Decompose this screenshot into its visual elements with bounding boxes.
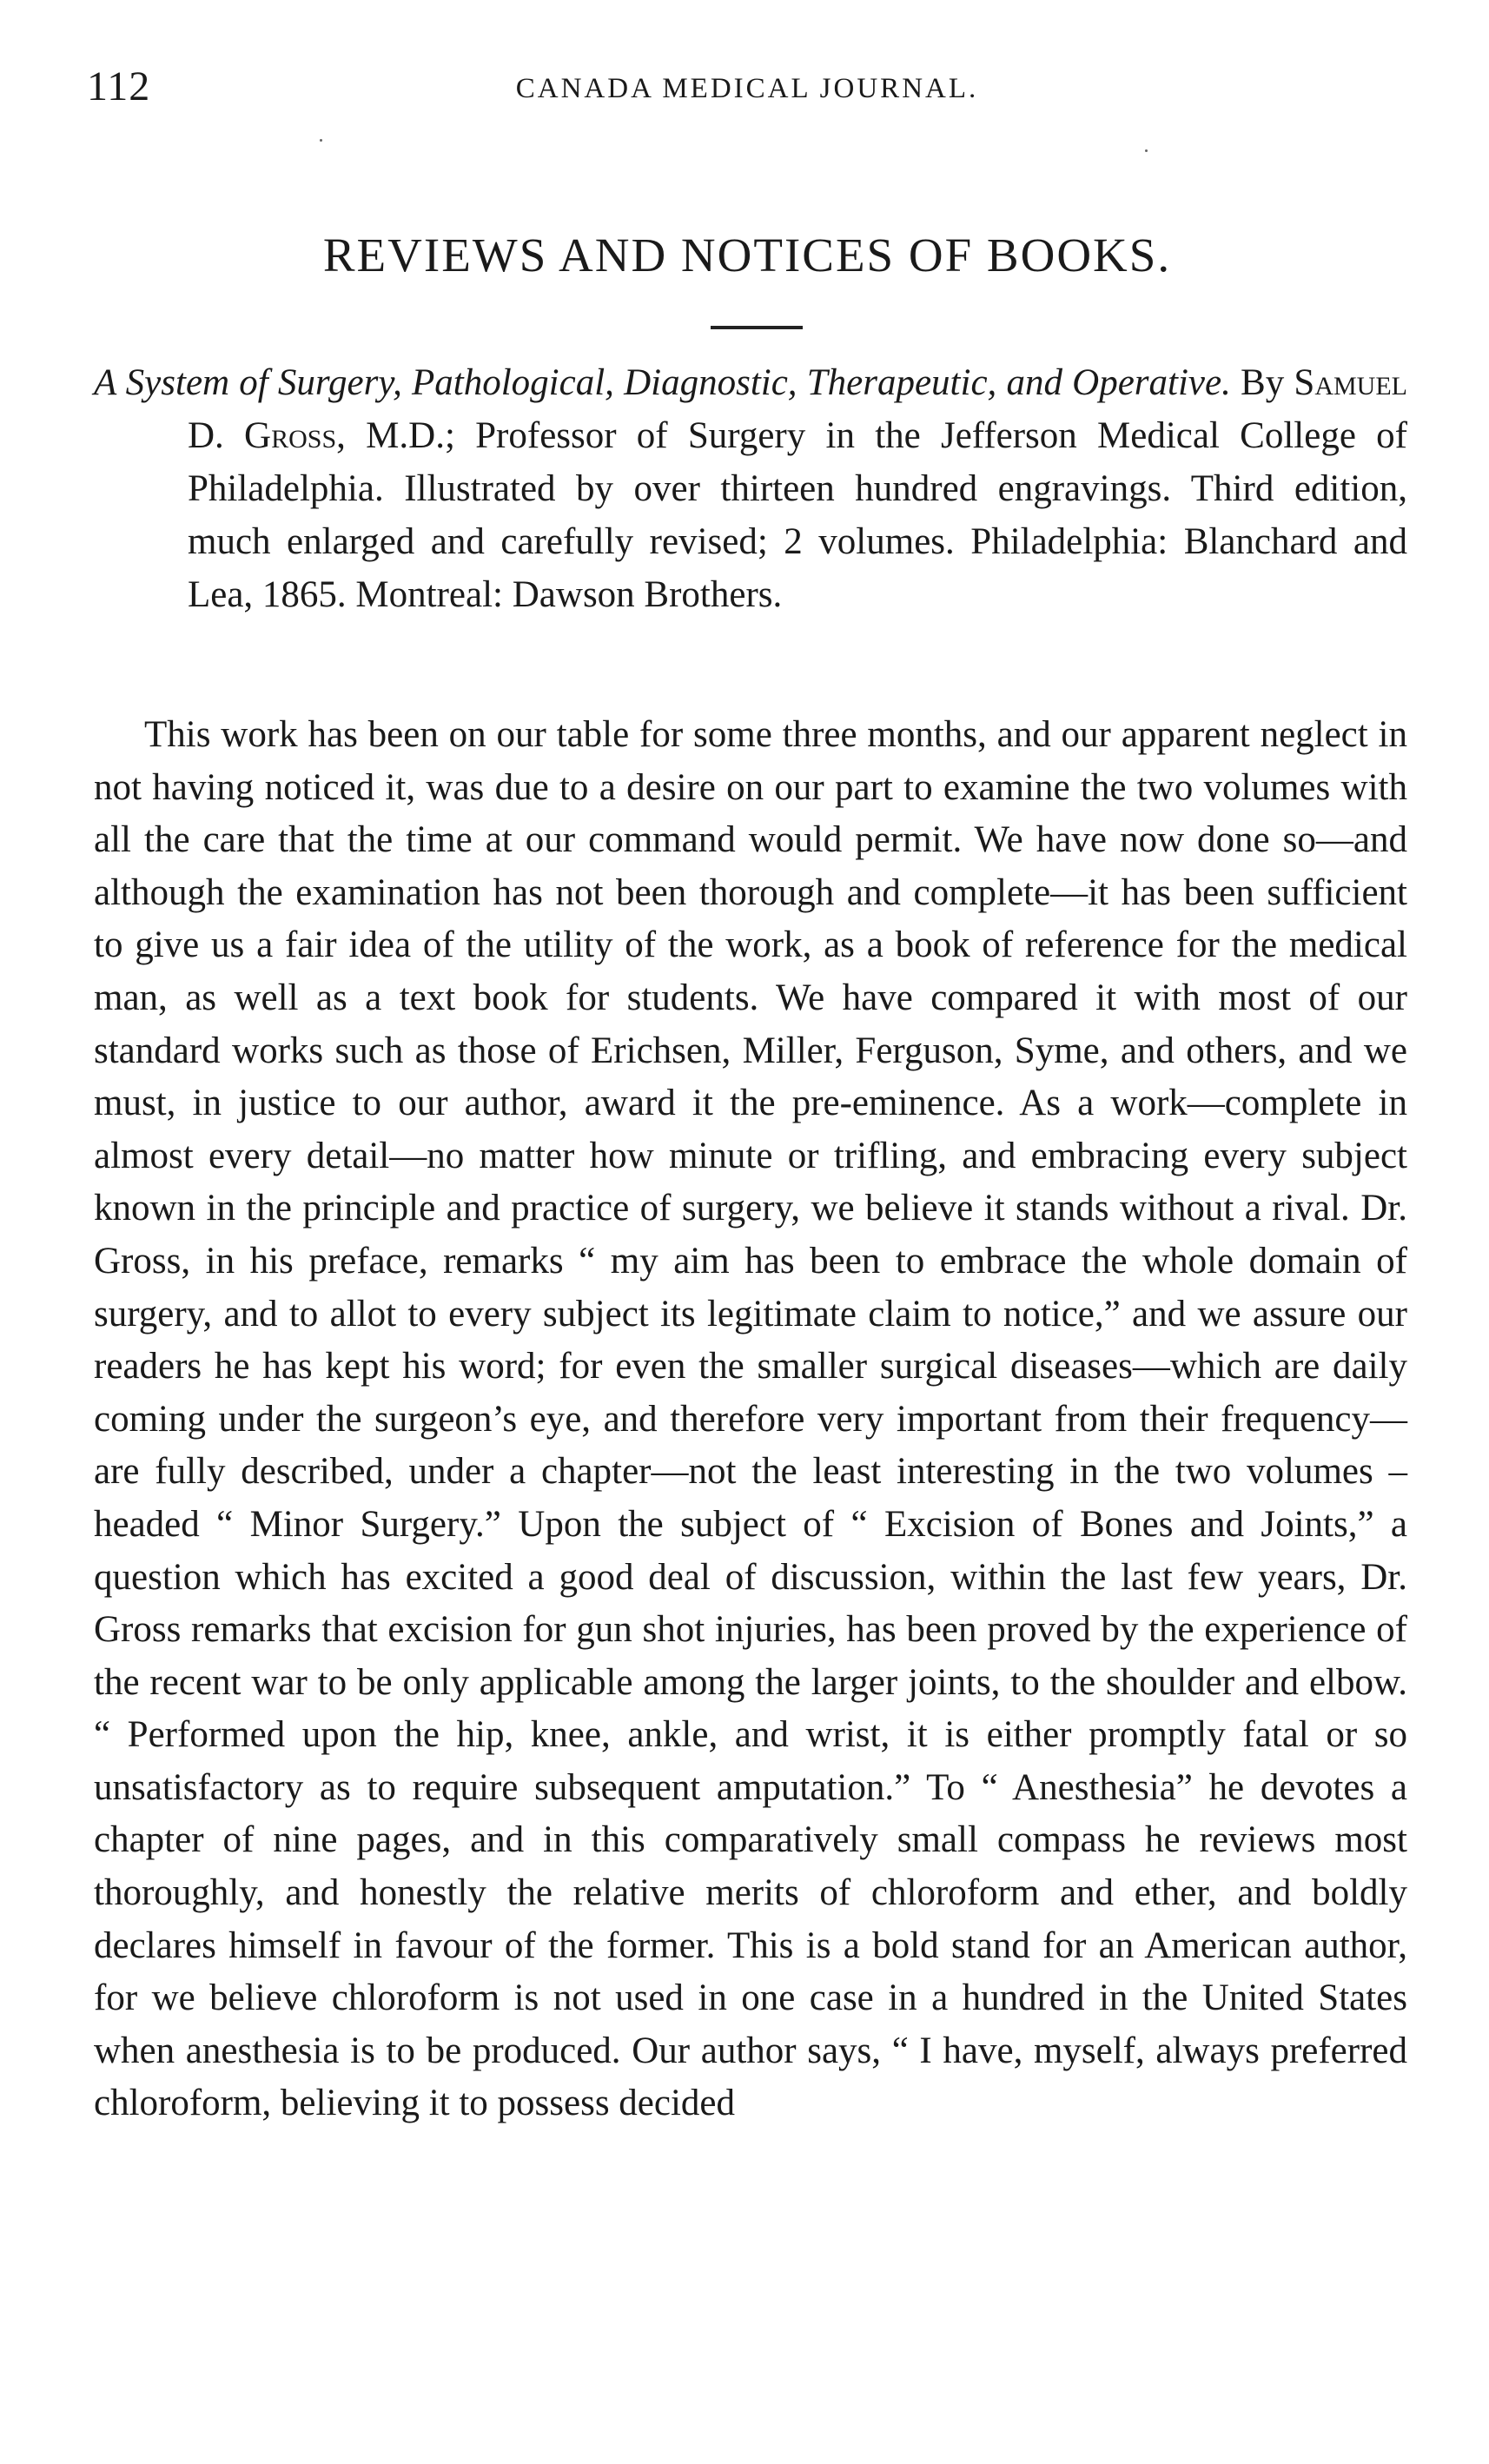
book-details: ; Professor of Surgery in the Jefferson Medical College of Philadelphia. Illustrated by over thirteen hundred engravings. Third edition, much enlarged and carefully revised; 2 volumes. Philadelphia: Blanchard and Lea, 1865. Montreal: Dawson Brothers. (188, 415, 1407, 615)
print-speck (320, 139, 322, 142)
print-speck (1145, 149, 1148, 152)
running-head (87, 63, 1407, 123)
by-word: By (1241, 362, 1285, 403)
book-title: A System of Surgery, Pathological, Diagnostic, Therapeutic, and Operative. (94, 362, 1231, 403)
journal-title: CANADA MEDICAL JOURNAL. (515, 73, 979, 104)
book-author: Samuel D. Gross, M.D. (188, 362, 1407, 456)
page-number: 112 (87, 63, 151, 109)
heading-rule-divider (711, 326, 803, 329)
review-body-paragraph: This work has been on our table for some three months, and our apparent neglect in not having noticed it, was due to a desire on our part to examine the two volumes with all the care that the time at our command would permit. We have now done so—and although the examination has not been thorough and complete—it has been sufficient to give us a fair idea of the utility of the work, as a book of reference for the medical man, as well as a text book for students. We have compared it with most of our standard works such as those of Erichsen, Miller, Ferguson, Syme, and others, and we must, in justice to our author, award it the pre-eminence. As a work—complete in almost every detail—no matter how minute or trifling, and embracing every subject known in the principle and practice of surgery, we believe it stands without a rival. Dr. Gross, in his preface, remarks “ my aim has been to embrace the whole domain of surgery, and to allot to every subject its legitimate claim to notice,” and we assure our readers he has kept his word; for even the smaller surgical diseases—which are daily coming under the surgeon’s eye, and therefore very important from their frequency—are fully described, under a chapter—not the least interesting in the two volumes –headed “ Minor Surgery.” Upon the subject of “ Excision of Bones and Joints,” a question which has excited a good deal of discussion, within the last few years, Dr. Gross remarks that excision for gun shot injuries, has been proved by the experience of the recent war to be only applicable among the larger joints, to the shoulder and elbow. “ Performed upon the hip, knee, ankle, and wrist, it is either promptly fatal or so unsatisfactory as to require subsequent amputation.” To “ Anesthesia” he devotes a chapter of nine pages, and in this comparatively small compass he reviews most thoroughly, and honestly the relative merits of chloroform and ether, and boldly declares himself in favour of the former. This is a bold stand for an American author, for we believe chloroform is not used in one case in a hundred in the United States when anesthesia is to be produced. Our author says, “ I have, myself, always preferred chloroform, believing it to possess decided (94, 714, 1407, 2124)
section-heading: REVIEWS AND NOTICES OF BOOKS. (322, 229, 1172, 282)
book-citation (94, 356, 1407, 621)
